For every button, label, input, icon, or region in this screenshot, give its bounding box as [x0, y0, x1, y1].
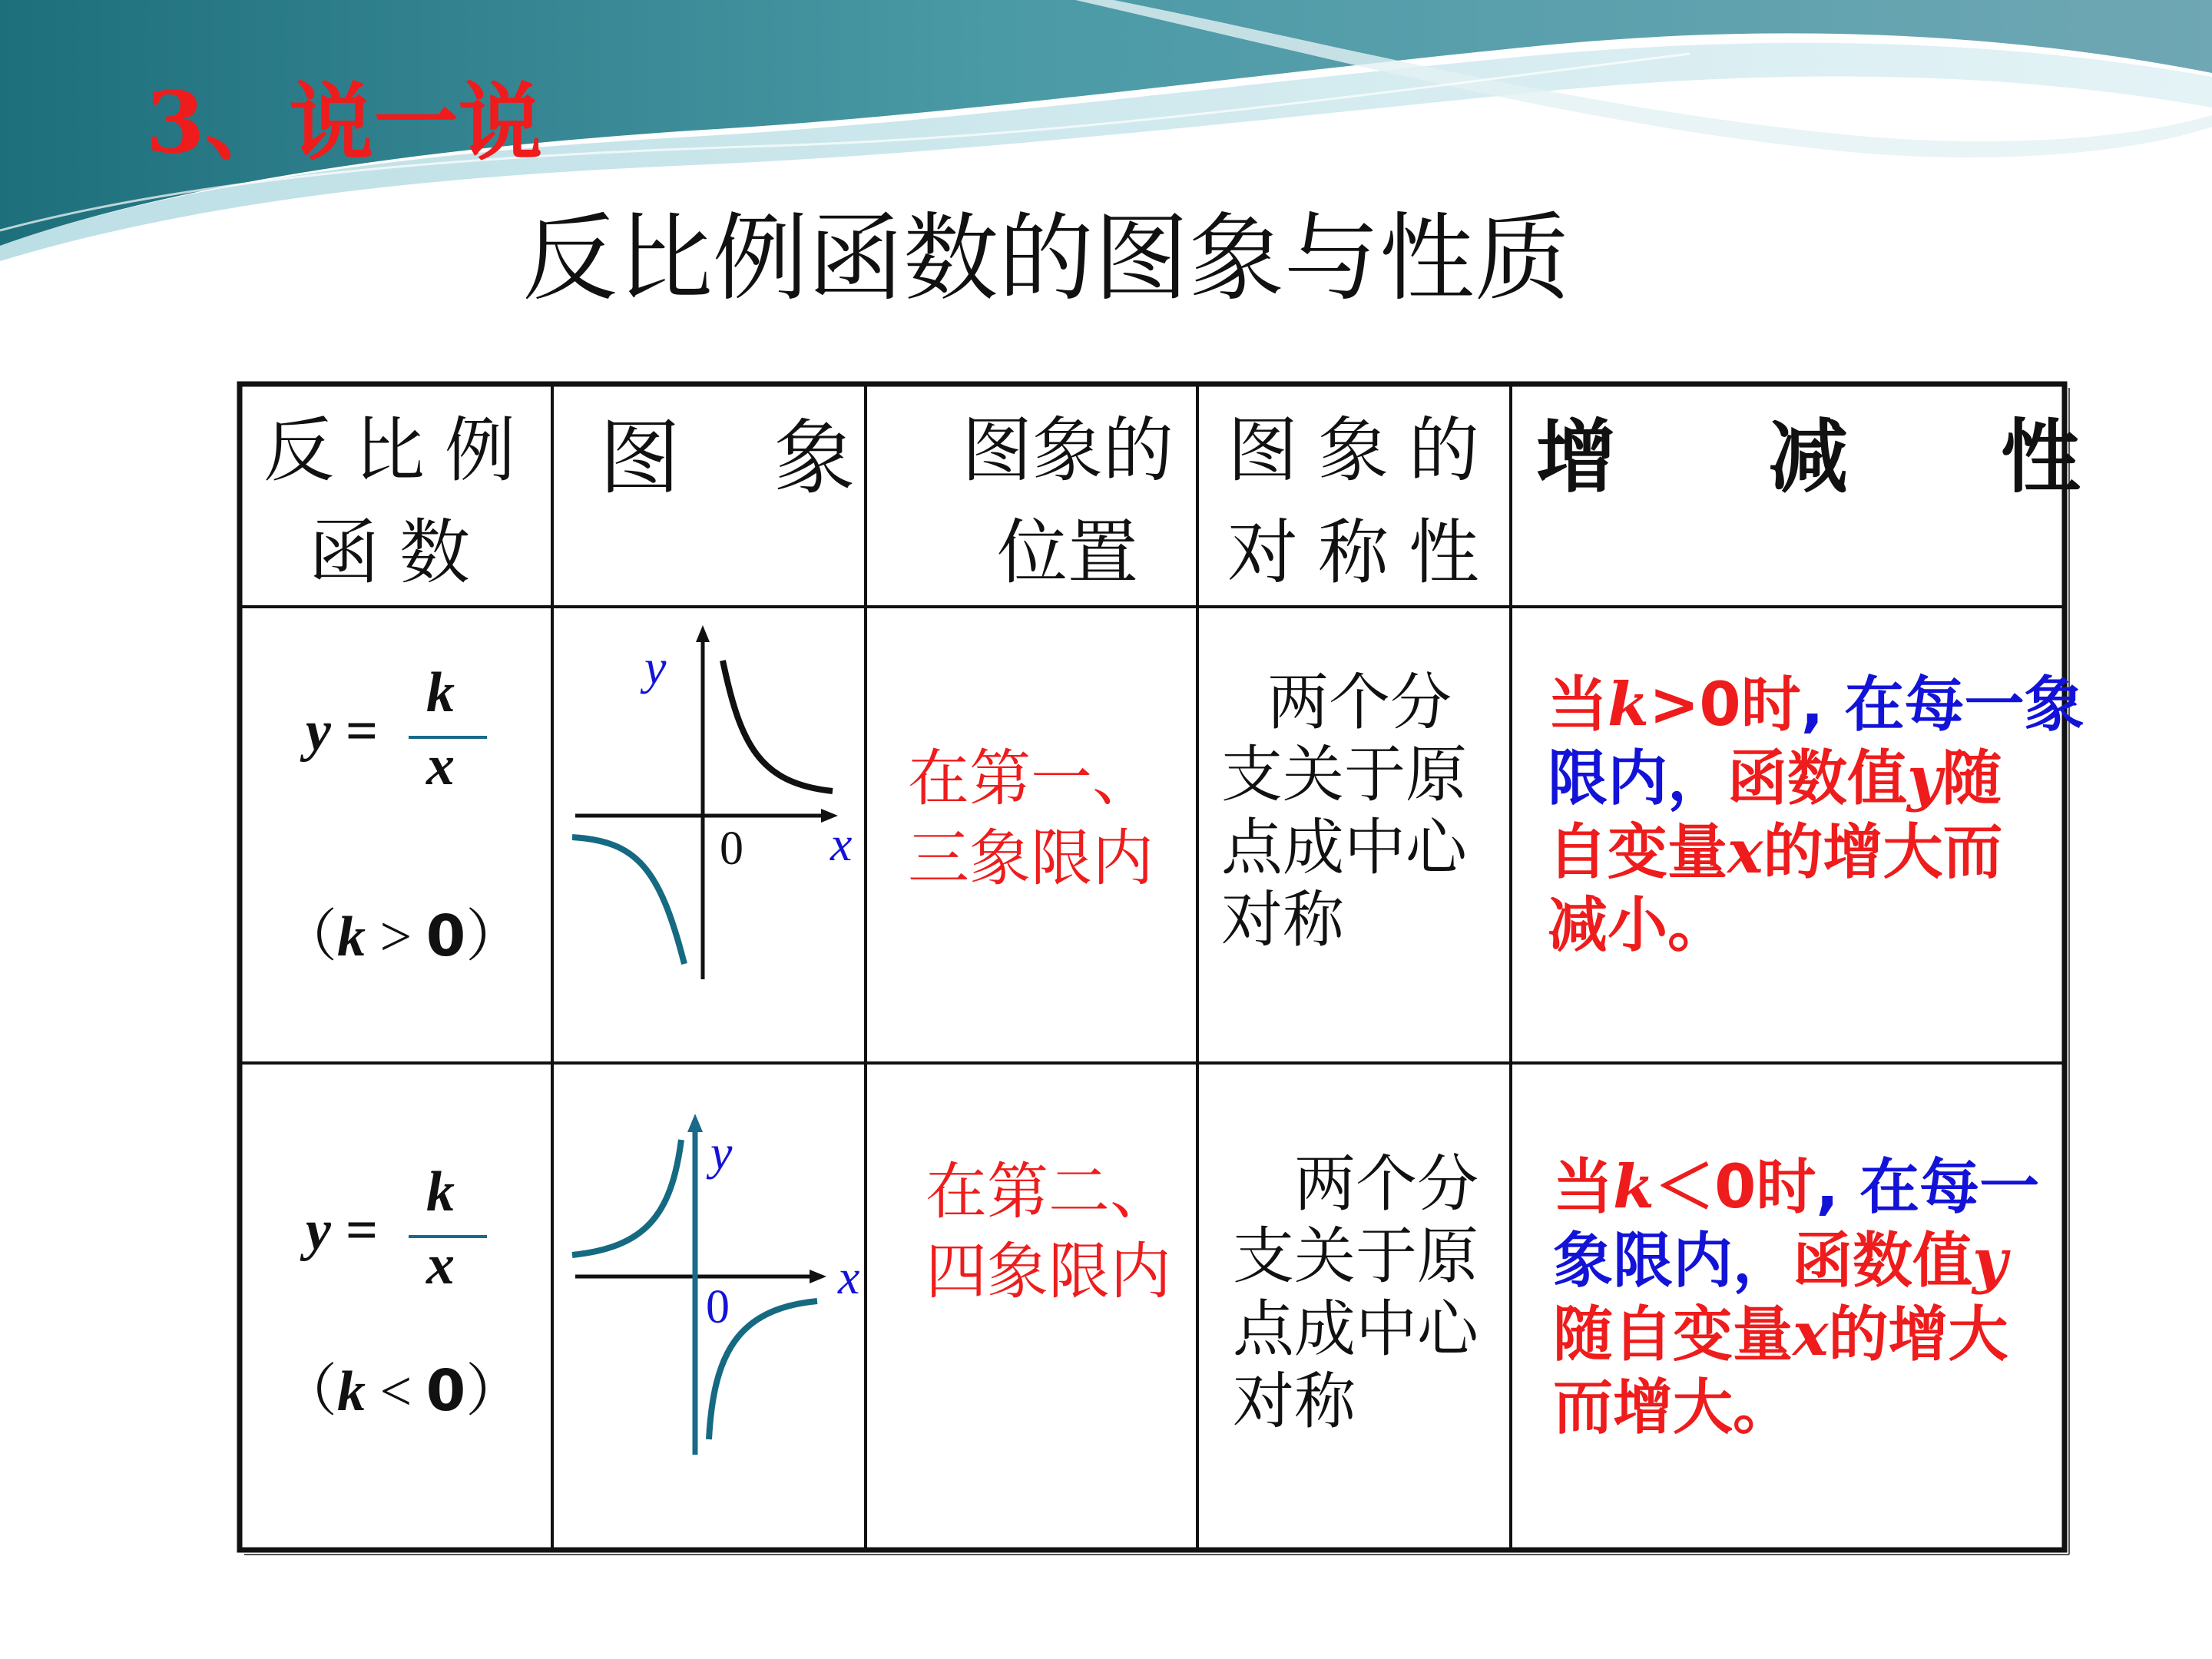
cond-op: >	[366, 906, 426, 969]
mono-seg: 当	[1548, 671, 1608, 740]
symmetry-line: 两个分	[1267, 667, 1452, 738]
mono-seg: , 在每一象	[1800, 671, 2085, 740]
header-graph: 图 象	[599, 411, 869, 505]
condition-k-positive	[280, 891, 522, 972]
header-symmetry-line2: 对称性	[1227, 512, 1499, 594]
mono-seg: ＜0时	[1654, 1153, 1816, 1222]
mono-seg: 象限内，	[1553, 1227, 1793, 1296]
position-line1: 在第二、	[926, 1156, 1171, 1227]
mono-seg-x: x	[1793, 1300, 1829, 1370]
mono-seg: >0时	[1649, 671, 1801, 740]
formula-y-equals: y =	[306, 1199, 378, 1262]
symmetry-line: 点成中心	[1221, 811, 1467, 883]
section-title: 3、说一说	[146, 73, 543, 172]
header-position	[906, 399, 1183, 604]
mono-seg: 减小。	[1548, 891, 1728, 961]
monotonicity-text-row2	[1553, 1151, 2039, 1445]
hyperbola-branch-q1	[723, 661, 833, 791]
position-text-q1-q3	[908, 739, 1154, 899]
x-axis-arrow	[810, 1270, 826, 1283]
cond-close-paren: ）	[465, 1360, 523, 1423]
header-symmetry	[1217, 399, 1509, 604]
formula-numerator-k: k	[426, 661, 455, 724]
mono-seg-k: k	[1613, 1152, 1655, 1222]
symmetry-line: 支关于原	[1233, 1220, 1479, 1293]
cond-k: k	[337, 1360, 366, 1423]
header-function	[261, 399, 538, 604]
header-position-line2: 位置	[996, 512, 1138, 594]
symmetry-line: 对称	[1221, 884, 1344, 956]
mono-seg: 当	[1553, 1153, 1614, 1222]
mono-seg: , 在每一	[1816, 1153, 2040, 1222]
axis-label-x: x	[830, 816, 853, 871]
graph-k-negative	[552, 1063, 866, 1550]
axis-label-y: y	[644, 640, 667, 694]
mono-seg: 自变量	[1548, 818, 1728, 888]
symmetry-line: 两个分	[1294, 1148, 1479, 1220]
mono-seg: 函数值	[1727, 744, 1908, 814]
mono-seg-x: x	[1727, 817, 1763, 888]
mono-seg: 函数值	[1793, 1227, 1973, 1296]
mono-seg-y: y	[1907, 743, 1942, 814]
mono-seg-k: k	[1608, 670, 1650, 740]
symmetry-text-row1	[1221, 667, 1467, 957]
formula-denominator-x: x	[426, 1233, 455, 1296]
axis-label-x: x	[838, 1250, 860, 1304]
mono-seg: 的增大	[1828, 1300, 2008, 1370]
header-monotonicity: 增 减 性	[1536, 410, 2113, 504]
symmetry-text-row2	[1233, 1148, 1479, 1439]
symmetry-line: 支关于原	[1221, 739, 1467, 811]
y-axis-arrow	[687, 1114, 703, 1132]
header-function-line1: 反比例	[263, 409, 535, 492]
position-line2: 四象限内	[926, 1236, 1171, 1307]
cond-zero: 0	[426, 1358, 466, 1424]
y-axis-arrow	[696, 625, 710, 642]
formula-numerator-k: k	[426, 1161, 455, 1224]
axis-label-y: y	[710, 1125, 733, 1180]
mono-seg: 随	[1942, 744, 2002, 814]
symmetry-line: 对称	[1233, 1366, 1356, 1438]
graph-k-positive	[552, 607, 866, 1063]
position-line1: 在第一、	[908, 743, 1154, 814]
hyperbola-branch-q2	[572, 1140, 681, 1255]
monotonicity-text-row1	[1548, 668, 2085, 963]
cond-zero: 0	[426, 903, 466, 969]
mono-seg: 限内，	[1548, 744, 1728, 814]
header-position-line1: 图象的	[961, 409, 1174, 492]
position-text-q2-q4	[926, 1152, 1171, 1312]
mono-seg: 随自变量	[1553, 1300, 1793, 1370]
mono-seg: 而增大。	[1553, 1373, 1793, 1443]
header-function-line2: 函数	[308, 512, 490, 594]
page-title: 反比例函数的图象与性质	[522, 204, 1571, 314]
cond-open-paren: （	[280, 906, 337, 969]
formula-denominator-x: x	[426, 734, 455, 797]
mono-seg: 的增大而	[1763, 818, 2003, 888]
position-line2: 三象限内	[908, 823, 1154, 894]
origin-label: 0	[706, 1281, 730, 1333]
hyperbola-branch-q3	[572, 837, 684, 964]
condition-k-negative	[280, 1346, 522, 1427]
cond-k: k	[337, 906, 366, 969]
origin-label: 0	[720, 823, 743, 875]
mono-seg-y: y	[1972, 1226, 2008, 1296]
cond-op: <	[366, 1360, 426, 1423]
formula-y-equals: y =	[306, 700, 378, 763]
cond-close-paren: ）	[465, 906, 523, 969]
symmetry-line: 点成中心	[1233, 1293, 1479, 1365]
header-symmetry-line1: 图象的	[1227, 409, 1499, 492]
cond-open-paren: （	[280, 1360, 337, 1423]
